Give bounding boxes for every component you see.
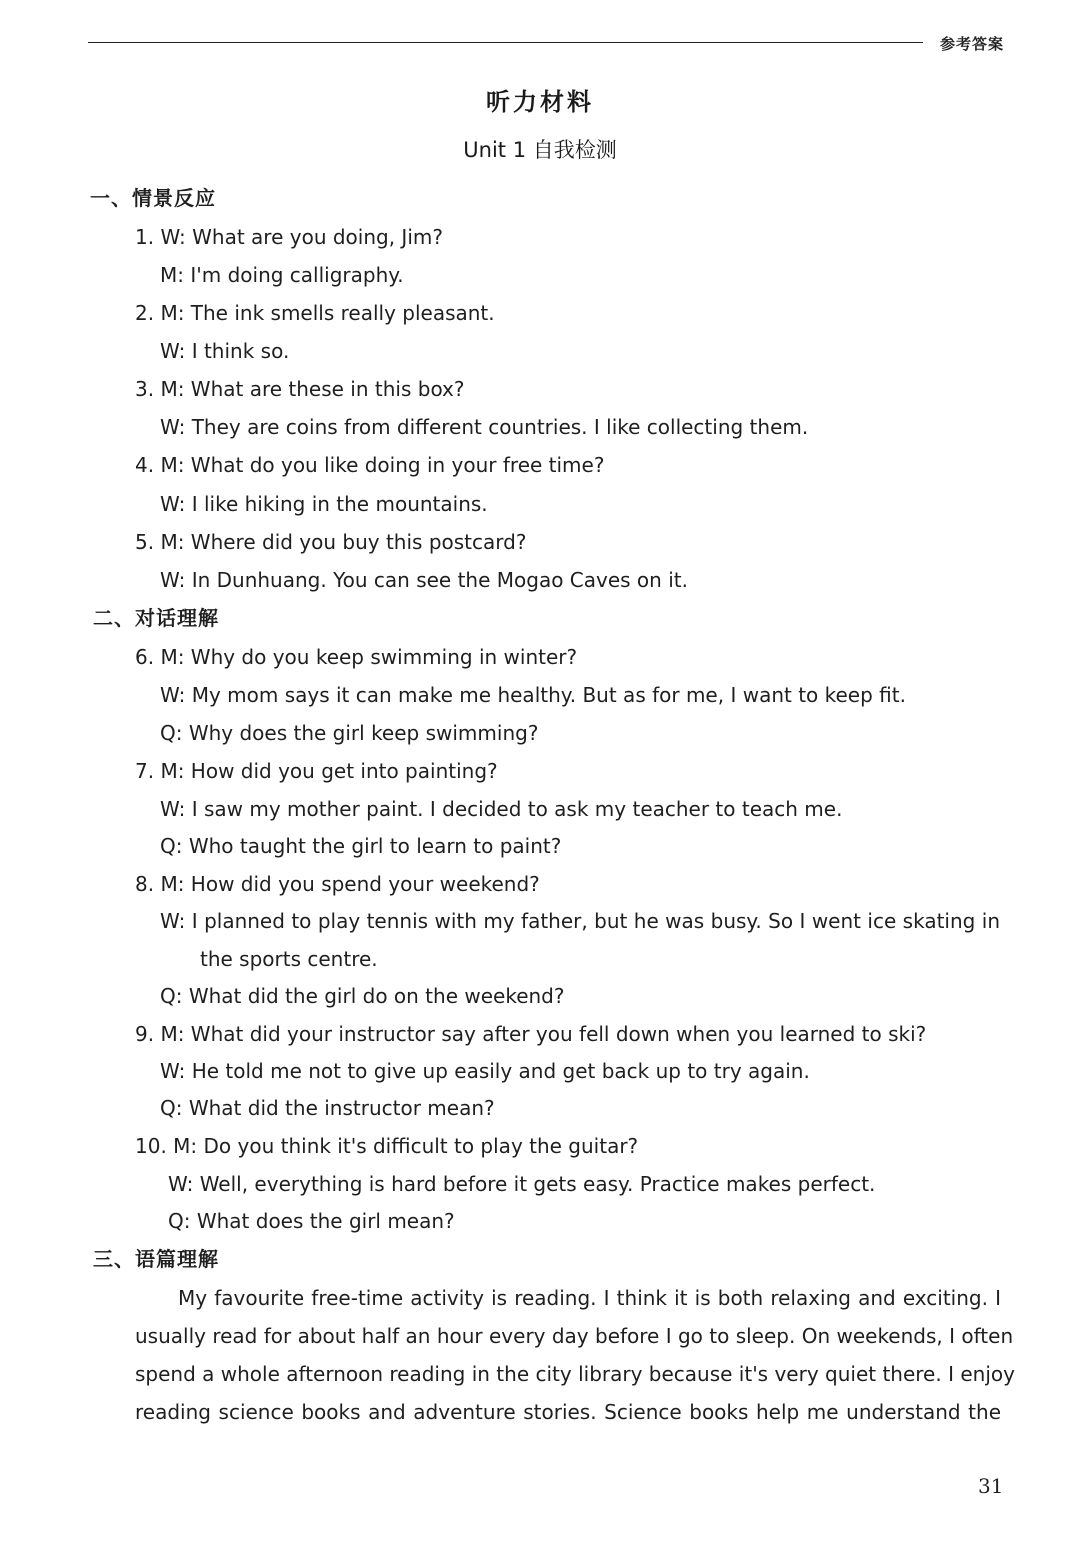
section-heading-1: 一、情景反应	[90, 186, 216, 210]
dialogue-line: 9. M: What did your instructor say after you fell down when you learned to ski?	[135, 1022, 927, 1046]
dialogue-line: 1. W: What are you doing, Jim?	[135, 225, 443, 249]
dialogue-line: W: My mom says it can make me healthy. But as for me, I want to keep fit.	[160, 683, 906, 707]
passage-line: usually read for about half an hour every day before I go to sleep. On weekends, I often	[135, 1324, 1014, 1348]
dialogue-line: W: I saw my mother paint. I decided to ask my teacher to teach me.	[160, 797, 843, 821]
dialogue-line: Q: What did the instructor mean?	[160, 1096, 495, 1120]
passage-line: My favourite free-time activity is reading. I think it is both relaxing and exciting. I	[178, 1286, 1001, 1310]
dialogue-line: M: I'm doing calligraphy.	[160, 263, 404, 287]
dialogue-line: W: He told me not to give up easily and get back up to try again.	[160, 1059, 810, 1083]
unit-title: Unit 1 自我检测	[463, 138, 617, 162]
dialogue-line: W: They are coins from different countries. I like collecting them.	[160, 415, 809, 439]
dialogue-line: 7. M: How did you get into painting?	[135, 759, 498, 783]
dialogue-line: W: In Dunhuang. You can see the Mogao Caves on it.	[160, 568, 688, 592]
passage-line: reading science books and adventure stories. Science books help me understand the	[135, 1400, 1001, 1424]
section-heading-2: 二、对话理解	[93, 606, 219, 630]
section-heading-3: 三、语篇理解	[93, 1247, 219, 1271]
dialogue-line: Q: What does the girl mean?	[168, 1209, 455, 1233]
dialogue-line: 6. M: Why do you keep swimming in winter?	[135, 645, 578, 669]
dialogue-line: 5. M: Where did you buy this postcard?	[135, 530, 527, 554]
dialogue-line: 3. M: What are these in this box?	[135, 377, 465, 401]
dialogue-line: 2. M: The ink smells really pleasant.	[135, 301, 495, 325]
dialogue-line: 8. M: How did you spend your weekend?	[135, 872, 540, 896]
page-number: 31	[978, 1474, 1004, 1498]
dialogue-line: Q: What did the girl do on the weekend?	[160, 984, 565, 1008]
page-title: 听力材料	[486, 88, 594, 116]
dialogue-line: Q: Why does the girl keep swimming?	[160, 721, 539, 745]
dialogue-line: W: I planned to play tennis with my father, but he was busy. So I went ice skating in	[160, 909, 1000, 933]
dialogue-line: Q: Who taught the girl to learn to paint?	[160, 834, 562, 858]
dialogue-line: W: Well, everything is hard before it gets easy. Practice makes perfect.	[168, 1172, 876, 1196]
dialogue-line: W: I like hiking in the mountains.	[160, 492, 488, 516]
header-label: 参考答案	[940, 35, 1005, 53]
dialogue-line: 4. M: What do you like doing in your free time?	[135, 453, 605, 477]
dialogue-line: the sports centre.	[200, 947, 378, 971]
dialogue-line: 10. M: Do you think it's difficult to play the guitar?	[135, 1134, 639, 1158]
passage-line: spend a whole afternoon reading in the city library because it's very quiet there. I enjoy	[135, 1362, 1015, 1386]
dialogue-line: W: I think so.	[160, 339, 290, 363]
header-rule	[88, 42, 923, 43]
